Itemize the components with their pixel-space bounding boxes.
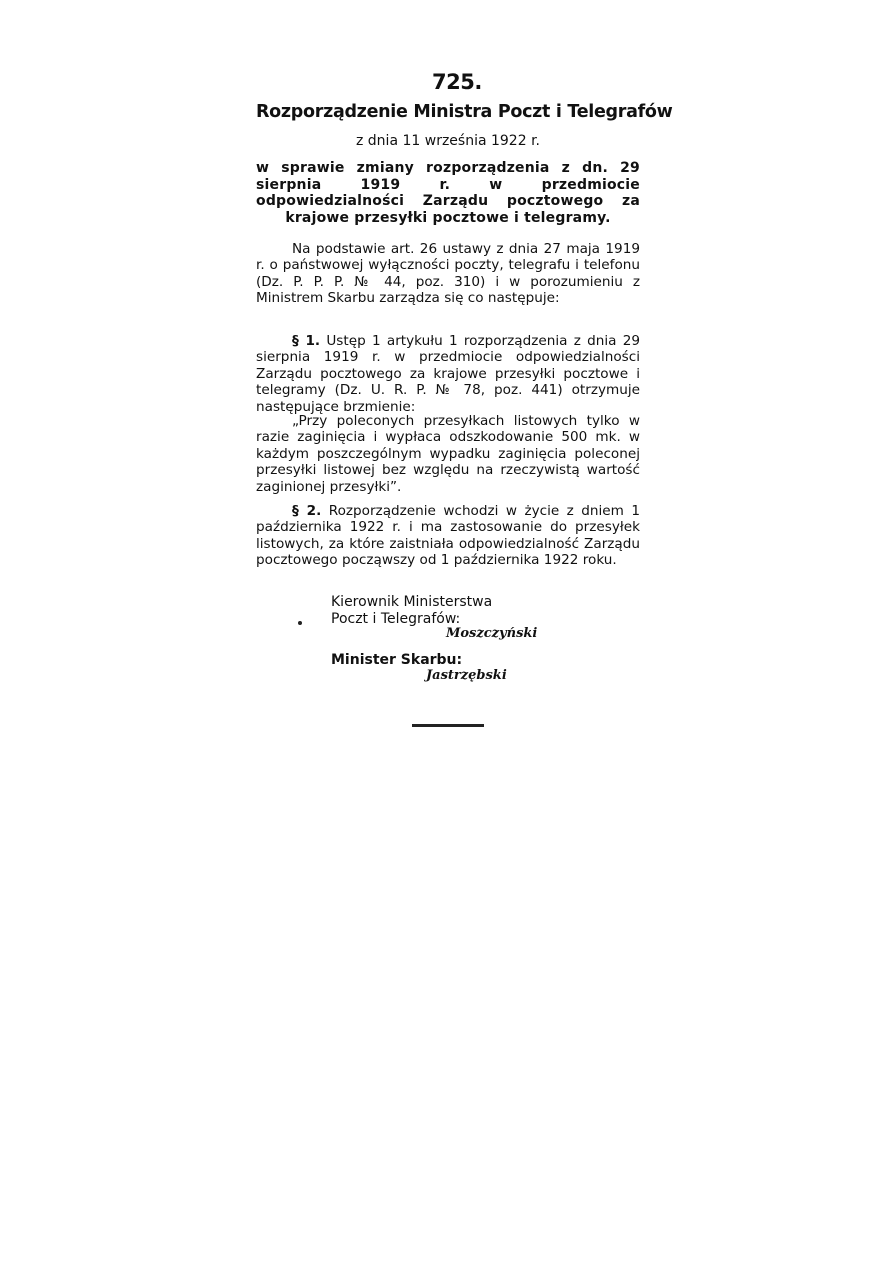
section-1-quote	[256, 413, 640, 495]
preamble-text: Na podstawie art. 26 ustawy z dnia 27 maja 1919 r. o państwowej wyłączności poczty, telegrafu i telefonu (Dz. P. P. P. № 44, poz. 310) i w porozumieniu z Ministrem Skarbu zarządza się co następuje:	[256, 241, 640, 307]
document-title: Rozporządzenie Ministra Poczt i Telegrafów	[256, 102, 673, 122]
signature-1-name: Moszczyński	[446, 626, 538, 641]
section-2-label: § 2.	[292, 503, 322, 519]
preamble-paragraph	[256, 241, 640, 307]
bullet-mark	[298, 621, 302, 625]
document-number: 725.	[432, 70, 482, 94]
signature-2-name: Jastrzębski	[426, 668, 507, 683]
section-1-label: § 1.	[292, 333, 321, 349]
section-1-paragraph	[256, 333, 640, 415]
signature-2-role: Minister Skarbu:	[331, 652, 463, 668]
section-2-text: Rozporządzenie wchodzi w życie z dniem 1 października 1922 r. i ma zastosowanie do przesyłek listowych, za które zaistniała odpowiedzialność Zarządu pocztowego począwszy od 1 października 1922 roku.	[256, 503, 640, 569]
signature-1-role-line2: Poczt i Telegrafów:	[331, 611, 461, 627]
end-rule-divider	[412, 724, 484, 727]
document-date: z dnia 11 września 1922 r.	[356, 133, 540, 149]
signature-1-role-line1: Kierownik Ministerstwa	[331, 594, 493, 610]
document-subject: w sprawie zmiany rozporządzenia z dn. 29 sierpnia 1919 r. w przedmiocie odpowiedzialności Zarządu pocztowego za krajowe przesyłki pocztowe i telegramy.	[256, 160, 640, 226]
section-2-paragraph	[256, 503, 640, 569]
signature-block-1	[331, 594, 492, 628]
section-1-quote-text: „Przy poleconych przesyłkach listowych tylko w razie zaginięcia i wypłaca odszkodowanie 500 mk. w każdym poszczególnym wypadku zaginięcia poleconej przesyłki listowej bez względu na rzeczywistą wartość zaginionej przesyłki”.	[256, 413, 640, 495]
section-1-text: Ustęp 1 artykułu 1 rozporządzenia z dnia 29 sierpnia 1919 r. w przedmiocie odpowiedzialności Zarządu pocztowego za krajowe przesyłki pocztowe i telegramy (Dz. U. R. P. № 78, poz. 441) otrzymuje następujące brzmienie:	[256, 333, 641, 415]
